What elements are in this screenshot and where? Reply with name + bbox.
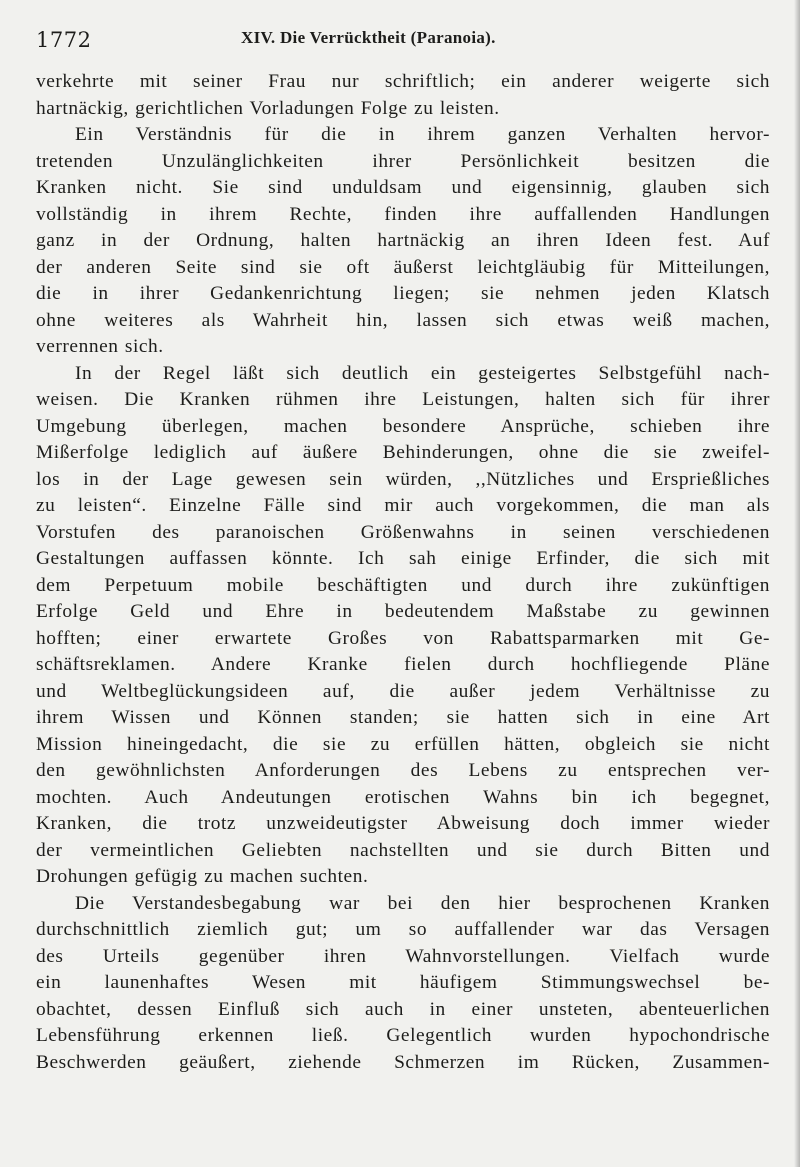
text-line: Drohungen gefügig zu machen suchten. <box>36 866 369 887</box>
text-line: der anderen Seite sind sie oft äußerst leichtgläubig für Mitteilungen, <box>36 256 770 278</box>
text-line: ihrem Wissen und Können standen; sie hatten sich in eine Art <box>36 707 770 728</box>
text-line: Mission hineingedacht, die sie zu erfüllen hätten, obgleich sie nicht <box>36 733 770 755</box>
text-line: Gestaltungen auffassen könnte. Ich sah einige Erfinder, die sich mit <box>36 548 770 569</box>
text-line: vollständig in ihrem Rechte, finden ihre auffallenden Handlungen <box>36 203 770 225</box>
text-line: Kranken, die trotz unzweideutigster Abweisung doch immer wieder <box>36 813 770 834</box>
text-line: In der Regel läßt sich deutlich ein gesteigertes Selbstgefühl nach- <box>75 362 770 384</box>
page-header <box>36 26 770 56</box>
text-line: Beschwerden geäußert, ziehende Schmerzen im Rücken, Zusammen- <box>36 1051 770 1073</box>
text-line: Umgebung überlegen, machen besondere Ansprüche, schieben ihre <box>36 415 770 437</box>
text-line: obachtet, dessen Einfluß sich auch in einer unsteten, abenteuerlichen <box>36 998 770 1020</box>
text-line: verrennen sich. <box>36 336 164 357</box>
running-title: XIV. Die Verrücktheit (Paranoia). <box>241 28 496 47</box>
text-line: des Urteils gegenüber ihren Wahnvorstellungen. Vielfach wurde <box>36 945 770 967</box>
text-line: schäftsreklamen. Andere Kranke fielen durch hochfliegende Pläne <box>36 654 770 675</box>
page-number: 1772 <box>36 28 92 52</box>
text-line: zu leisten“. Einzelne Fälle sind mir auch vorgekommen, die man als <box>36 495 770 516</box>
text-line: mochten. Auch Andeutungen erotischen Wahns bin ich begegnet, <box>36 786 770 808</box>
text-line: Die Verstandesbegabung war bei den hier besprochenen Kranken <box>75 892 770 914</box>
text-line: durchschnittlich ziemlich gut; um so auffallender war das Versagen <box>36 919 770 940</box>
text-line: weisen. Die Kranken rühmen ihre Leistungen, halten sich für ihrer <box>36 389 770 410</box>
text-line: die in ihrer Gedankenrichtung liegen; sie nehmen jeden Klatsch <box>36 283 770 304</box>
text-line: den gewöhnlichsten Anforderungen des Lebens zu entsprechen ver- <box>36 760 770 781</box>
text-line: Mißerfolge lediglich auf äußere Behinderungen, ohne die sie zweifel- <box>36 442 770 463</box>
text-line: tretenden Unzulänglichkeiten ihrer Persönlichkeit besitzen die <box>36 150 770 172</box>
text-line: ohne weiteres als Wahrheit hin, lassen sich etwas weiß machen, <box>36 309 770 331</box>
text-line: ganz in der Ordnung, halten hartnäckig an ihren Ideen fest. Auf <box>36 230 770 251</box>
text-line: und Weltbeglückungsideen auf, die außer jedem Verhältnisse zu <box>36 680 770 702</box>
text-line: der vermeintlichen Geliebten nachstellten und sie durch Bitten und <box>36 839 770 861</box>
text-line: verkehrte mit seiner Frau nur schriftlich; ein anderer weigerte sich <box>36 71 770 92</box>
scan-edge-shadow <box>794 0 800 1167</box>
text-line: hofften; einer erwartete Großes von Rabattsparmarken mit Ge- <box>36 627 770 649</box>
text-line: Ein Verständnis für die in ihrem ganzen Verhalten hervor- <box>75 124 770 145</box>
text-line: los in der Lage gewesen sein würden, ,,Nützliches und Ersprießliches <box>36 468 770 490</box>
text-line: hartnäckig, gerichtlichen Vorladungen Folge zu leisten. <box>36 97 500 119</box>
text-line: dem Perpetuum mobile beschäftigten und durch ihre zukünftigen <box>36 574 770 596</box>
text-line: Lebensführung erkennen ließ. Gelegentlich wurden hypochondrische <box>36 1025 770 1046</box>
body-text <box>36 69 770 1076</box>
text-line: Kranken nicht. Sie sind unduldsam und eigensinnig, glauben sich <box>36 177 770 198</box>
text-line: ein launenhaftes Wesen mit häufigem Stimmungswechsel be- <box>36 972 770 993</box>
text-line: Erfolge Geld und Ehre in bedeutendem Maßstabe zu gewinnen <box>36 601 770 622</box>
text-line: Vorstufen des paranoischen Größenwahns in seinen verschiedenen <box>36 521 770 543</box>
